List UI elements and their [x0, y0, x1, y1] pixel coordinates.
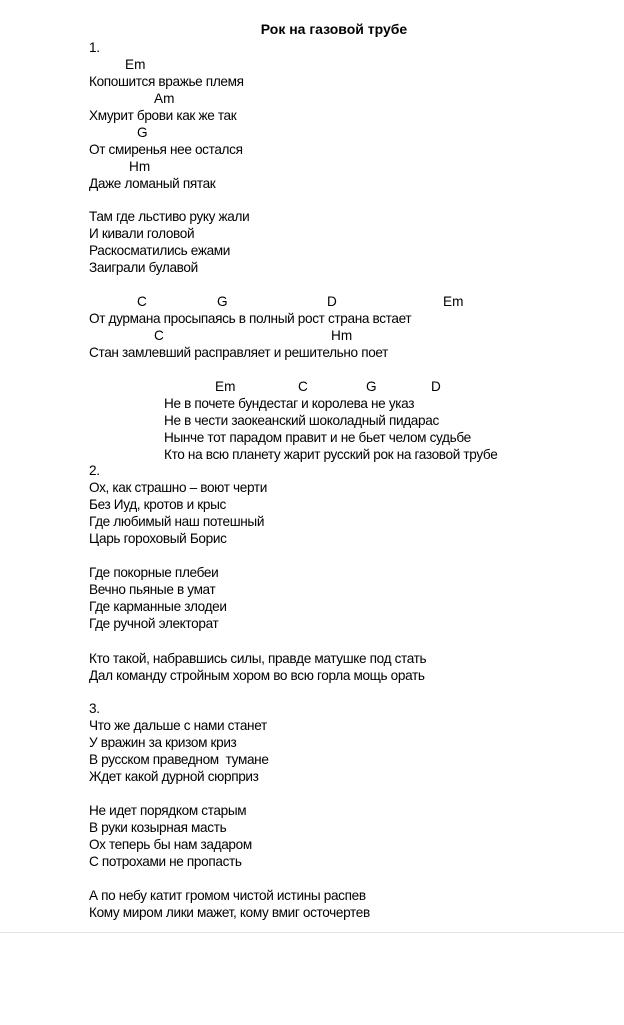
lyric-line: От смиренья нее остался — [89, 142, 243, 157]
lyric-line: Стан замлевший расправляет и решительно поет — [89, 345, 389, 360]
chord: C — [298, 379, 308, 394]
chord: Em — [215, 379, 236, 394]
lyric-line: Ох теперь бы нам задаром — [89, 837, 252, 852]
lyric-line: Где карманные злодеи — [89, 599, 227, 614]
lyric-line: У вражин за кризом криз — [89, 735, 237, 750]
lyric-line: Даже ломаный пятак — [89, 176, 216, 191]
lyric-line: Кому миром лики мажет, кому вмиг осточертев — [89, 905, 370, 920]
chord: G — [366, 379, 377, 394]
lyric-line: С потрохами не пропасть — [89, 854, 242, 869]
lyric-line: А по небу катит громом чистой истины распев — [89, 888, 366, 903]
lyric-line: Где любимый наш потешный — [89, 514, 265, 529]
lyric-line: Заиграли булавой — [89, 260, 198, 275]
lyric-line: Где покорные плебеи — [89, 565, 219, 580]
lyric-line: От дурмана просыпаясь в полный рост страна встает — [89, 311, 412, 326]
chord: Hm — [331, 328, 353, 343]
lyric-line: Ох, как страшно – воют черти — [89, 480, 267, 495]
lyric-line: Хмурит брови как же так — [89, 108, 237, 123]
chord: Em — [125, 57, 146, 72]
chorus-line: Нынче тот парадом правит и не бьет челом судьбе — [164, 430, 471, 445]
chord: G — [217, 294, 228, 309]
lyric-line: Копошится вражье племя — [89, 74, 244, 89]
chord: Am — [154, 91, 175, 106]
lyric-line: Кто такой, набравшись силы, правде матушке под стать — [89, 651, 427, 666]
song-title: Рок на газовой трубе — [260, 21, 408, 37]
chord: D — [327, 294, 337, 309]
chorus-line: Не в чести заокеанский шоколадный пидарас — [164, 413, 439, 428]
lyric-line: Без Иуд, кротов и крыс — [89, 497, 226, 512]
lyric-line: Что же дальше с нами станет — [89, 718, 267, 733]
verse-number: 3. — [89, 701, 100, 716]
lyric-line: Не идет порядком старым — [89, 803, 247, 818]
chorus-line: Кто на всю планету жарит русский рок на газовой трубе — [164, 447, 498, 462]
chord: C — [137, 294, 147, 309]
lyric-line: Раскосматились ежами — [89, 243, 231, 258]
lyric-line: И кивали головой — [89, 226, 195, 241]
verse-number: 2. — [89, 463, 100, 478]
chord: C — [154, 328, 164, 343]
chord: Em — [443, 294, 464, 309]
lyric-line: Где ручной электорат — [89, 616, 219, 631]
lyric-line: Там где льстиво руку жали — [89, 209, 250, 224]
lyric-line: Вечно пьяные в умат — [89, 582, 216, 597]
verse-number: 1. — [89, 40, 100, 55]
lyric-line: В русском праведном тумане — [89, 752, 269, 767]
lyric-line: Дал команду стройным хором во всю горла мощь орать — [89, 668, 425, 683]
chord: Hm — [129, 159, 151, 174]
lyric-line: В руки козырная масть — [89, 820, 227, 835]
page-bottom-area — [0, 932, 624, 1025]
chord: D — [431, 379, 441, 394]
chord: G — [137, 125, 148, 140]
lyric-line: Царь гороховый Борис — [89, 531, 227, 546]
chorus-line: Не в почете бундестаг и королева не указ — [164, 396, 415, 411]
lyric-line: Ждет какой дурной сюрприз — [89, 769, 259, 784]
